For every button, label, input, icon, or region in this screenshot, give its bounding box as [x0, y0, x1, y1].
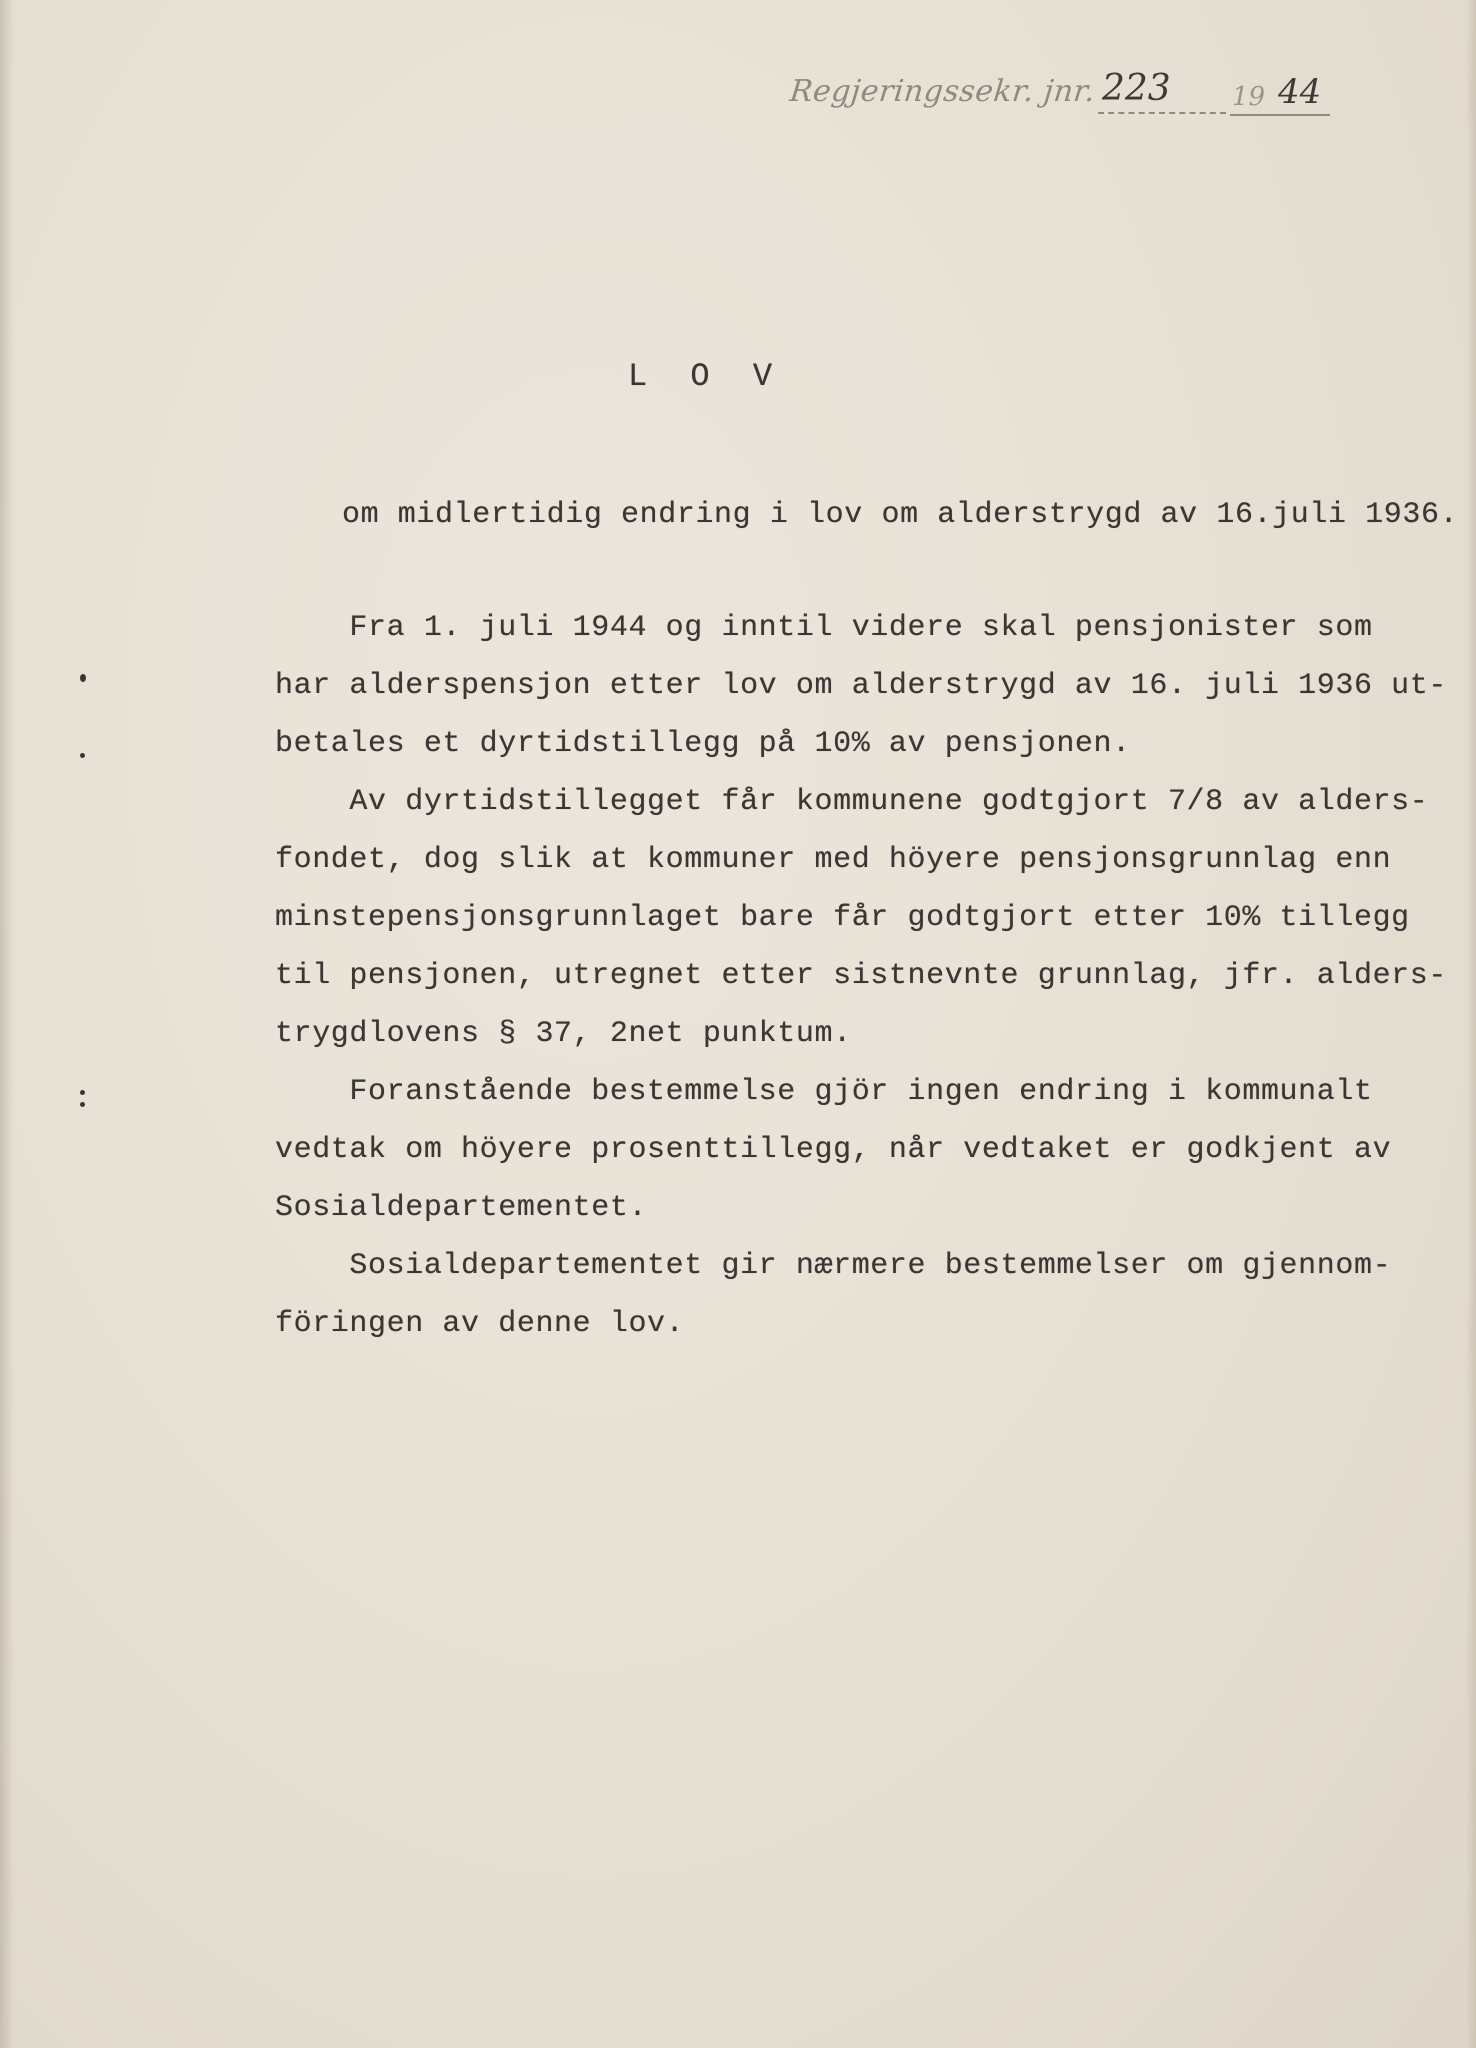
stamp-year-prefix: 19	[1232, 82, 1266, 112]
body-line: Sosialdepartementet.	[275, 1191, 648, 1225]
body-line: trygdlovens § 37, 2net punktum.	[275, 1017, 852, 1051]
body-line: minstepensjonsgrunnlaget bare får godtgjort etter 10% tillegg	[275, 901, 1410, 935]
document-subtitle: om midlertidig endring i lov om alderstrygd av 16.juli 1936.	[342, 498, 1459, 532]
body-line: vedtak om höyere prosenttillegg, når vedtaket er godkjent av	[275, 1133, 1392, 1167]
body-line: betales et dyrtidstillegg på 10% av pensjonen.	[275, 727, 1131, 761]
stamp-label: Regjeringssekr. jnr.	[788, 74, 1097, 109]
body-line: Fra 1. juli 1944 og inntil videre skal pensjonister som	[275, 611, 1373, 645]
stamp-year-line	[1230, 114, 1330, 116]
body-line: Av dyrtidstillegget får kommunene godtgjort 7/8 av alders-	[275, 785, 1429, 819]
registry-stamp	[790, 66, 1350, 136]
body-line: har alderspensjon etter lov om alderstrygd av 16. juli 1936 ut-	[275, 669, 1447, 703]
margin-mark	[80, 753, 85, 758]
body-line: Foranstående bestemmelse gjör ingen endring i kommunalt	[275, 1075, 1373, 1109]
margin-mark	[80, 1090, 85, 1095]
page-edge-shadow-right	[1466, 0, 1476, 2048]
stamp-year-suffix: 44	[1278, 72, 1322, 112]
margin-mark	[80, 674, 86, 682]
stamp-number-line	[1098, 112, 1226, 114]
page-edge-shadow-left	[0, 0, 14, 2048]
body-line: Sosialdepartementet gir nærmere bestemmelser om gjennom-	[275, 1249, 1392, 1283]
body-line: föringen av denne lov.	[275, 1307, 685, 1341]
body-line: fondet, dog slik at kommuner med höyere pensjonsgrunnlag enn	[275, 843, 1392, 877]
body-line: til pensjonen, utregnet etter sistnevnte grunnlag, jfr. alders-	[275, 959, 1447, 993]
stamp-journal-number: 223	[1102, 68, 1171, 109]
margin-mark	[80, 1102, 85, 1107]
document-title: L O V	[628, 358, 785, 395]
